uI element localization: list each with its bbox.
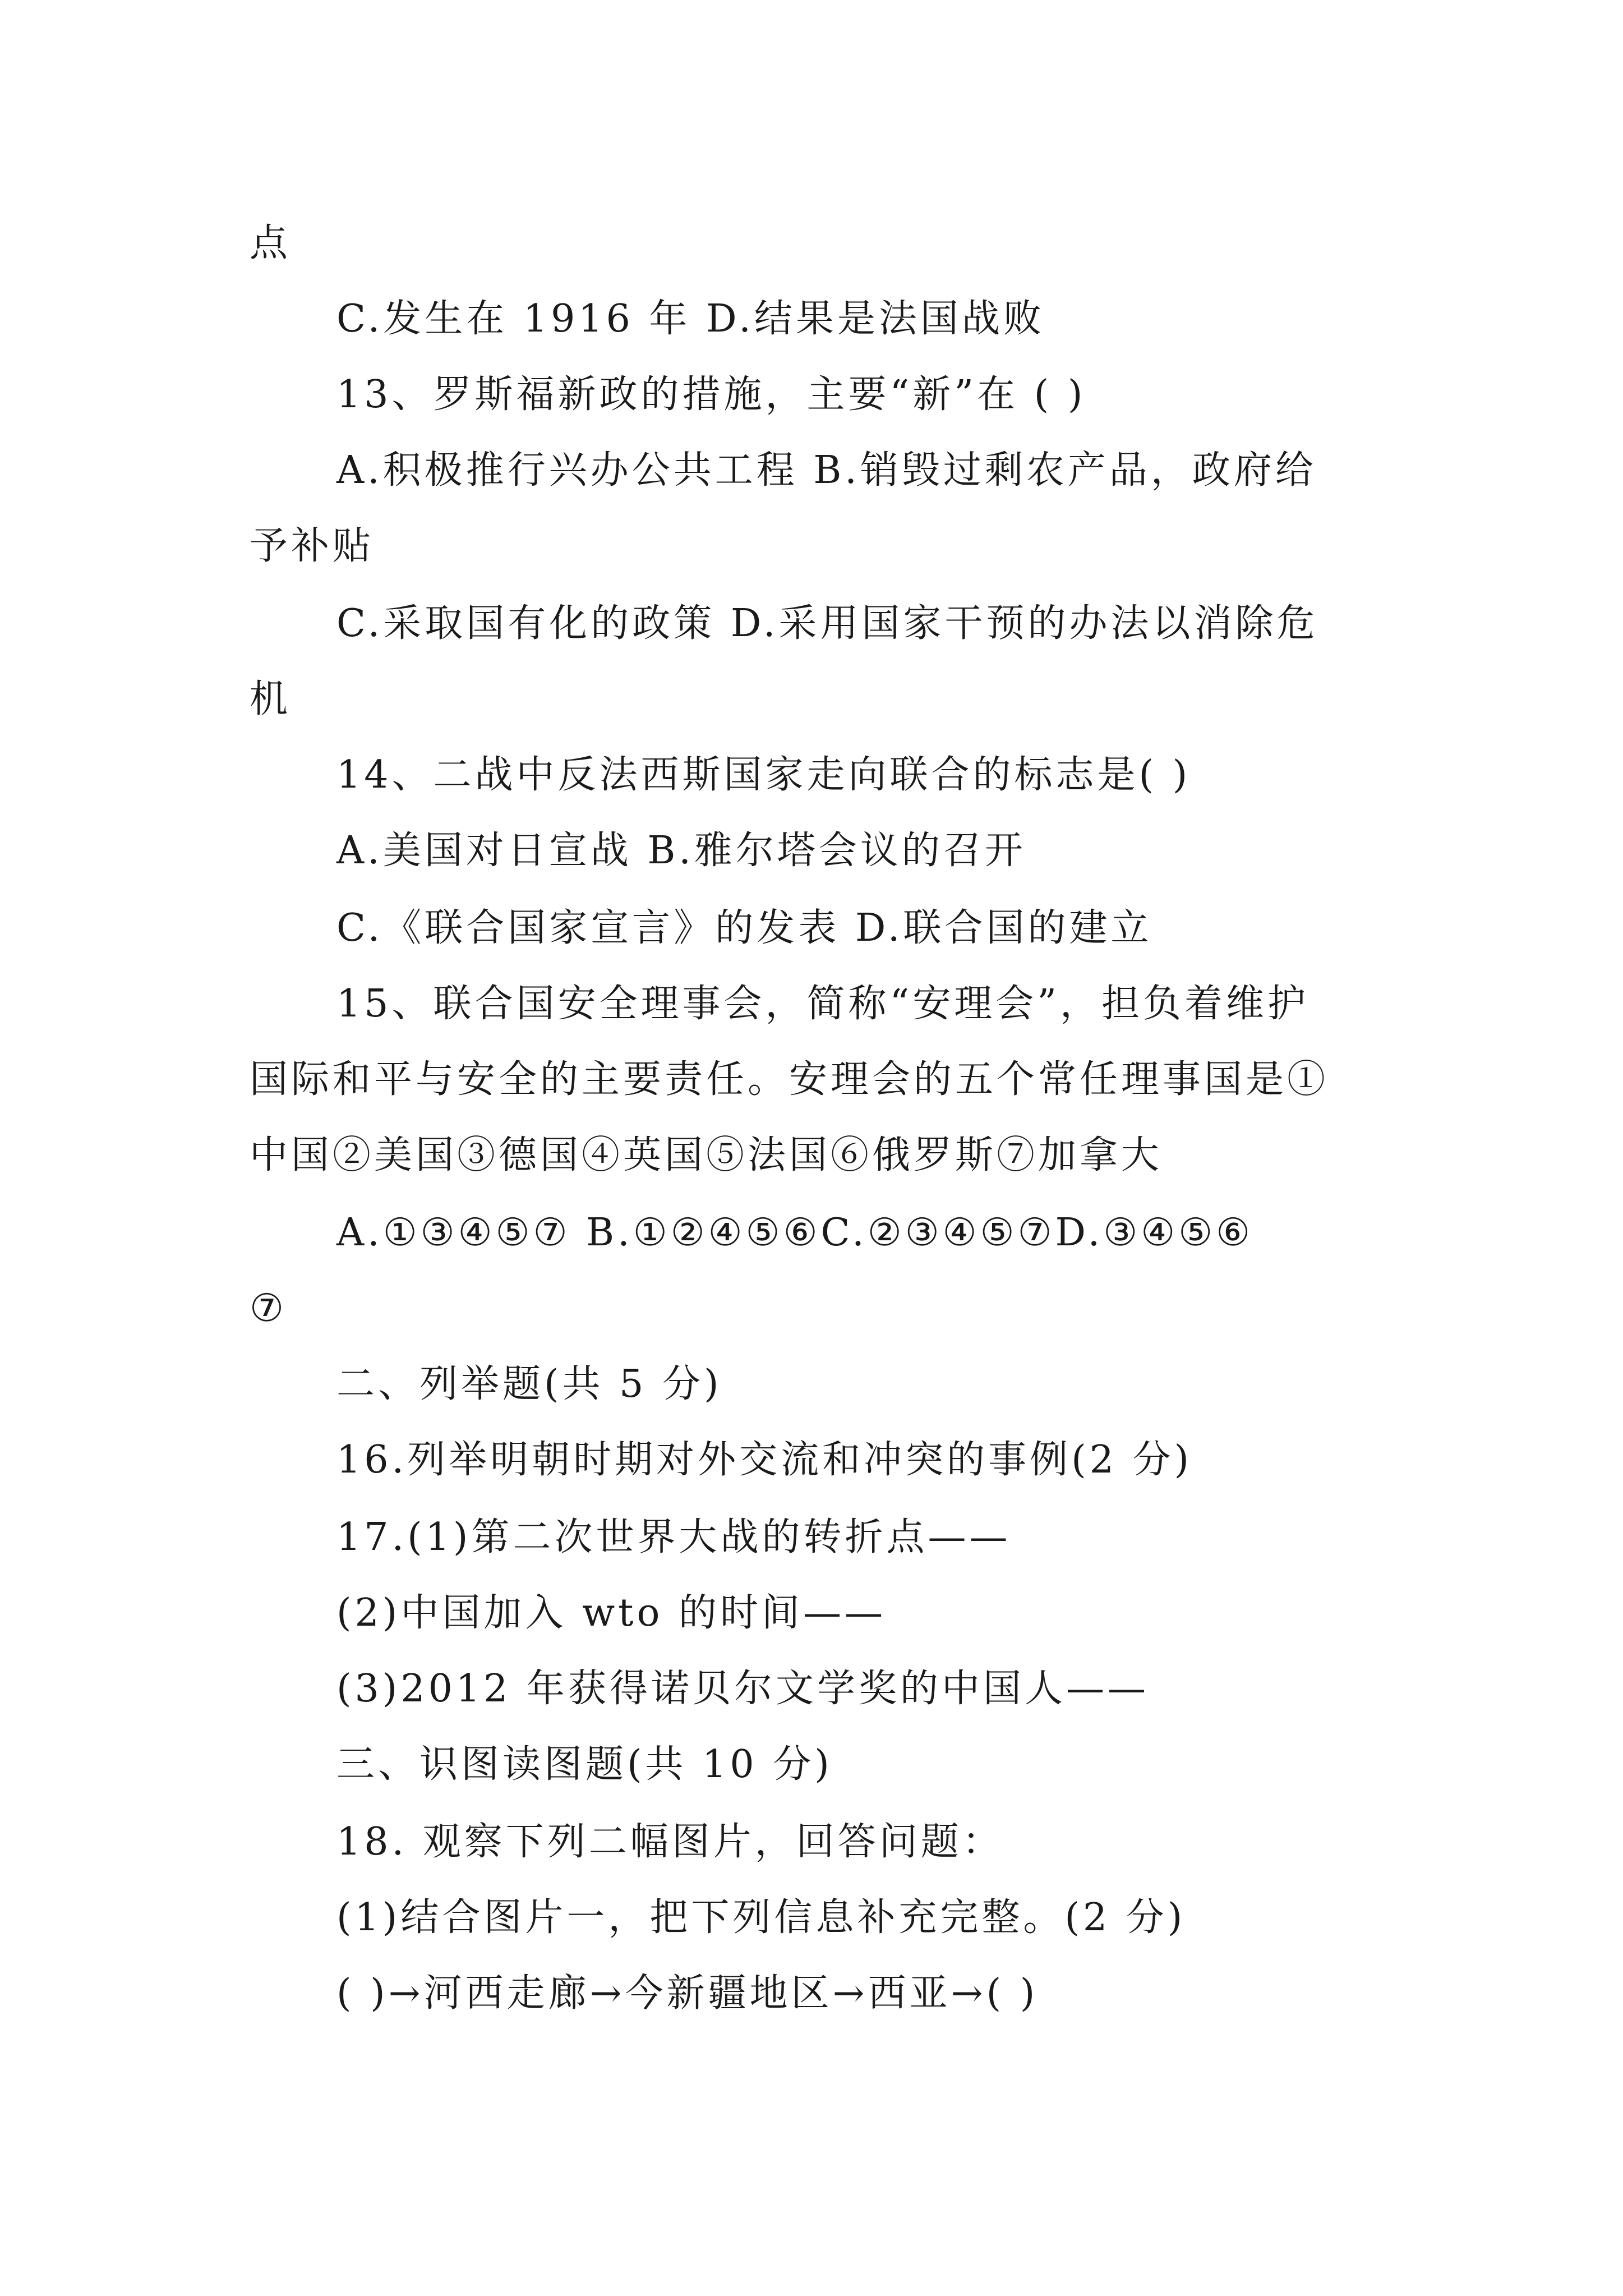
q12-options-cd: C.发生在 1916 年 D.结果是法国战败 (336, 297, 1045, 341)
q16-stem: 16.列举明朝时期对外交流和冲突的事例(2 分) (336, 1438, 1193, 1482)
q14-stem: 14、二战中反法西斯国家走向联合的标志是( ) (336, 753, 1191, 797)
q17-part-3: (3)2012 年获得诺贝尔文学奖的中国人—— (336, 1667, 1149, 1711)
q17-part-2: (2)中国加入 wto 的时间—— (336, 1591, 887, 1635)
text-line-continuation: 点 (250, 221, 292, 265)
q15-stem: 15、联合国安全理事会，简称“安理会”，担负着维护 (336, 982, 1310, 1026)
q13-options-cd-cont: 机 (250, 677, 292, 721)
q14-options-cd: C.《联合国家宣言》的发表 D.联合国的建立 (336, 906, 1152, 950)
q13-options-cd: C.采取国有化的政策 D.采用国家干预的办法以消除危 (336, 601, 1318, 646)
q13-options-ab: A.积极推行兴办公共工程 B.销毁过剩农产品，政府给 (336, 448, 1317, 493)
q14-options-ab: A.美国对日宣战 B.雅尔塔会议的召开 (336, 829, 1026, 873)
q18-part-1: (1)结合图片一，把下列信息补充完整。(2 分) (336, 1895, 1186, 1940)
q17-part-1: 17.(1)第二次世界大战的转折点—— (336, 1515, 1011, 1559)
q15-options: A.①③④⑤⑦ B.①②④⑤⑥C.②③④⑤⑦D.③④⑤⑥ (336, 1211, 1254, 1255)
q15-stem-cont-2: 中国②美国③德国④英国⑤法国⑥俄罗斯⑦加拿大 (250, 1133, 1163, 1177)
q18-part-1-route: ( )→河西走廊→今新疆地区→西亚→( ) (336, 1971, 1039, 2016)
section-2-heading: 二、列举题(共 5 分) (336, 1362, 722, 1406)
section-3-heading: 三、识图读图题(共 10 分) (336, 1742, 833, 1787)
q13-stem: 13、罗斯福新政的措施，主要“新”在 ( ) (336, 372, 1086, 417)
q15-stem-cont-1: 国际和平与安全的主要责任。安理会的五个常任理事国是① (250, 1057, 1329, 1102)
q18-stem: 18. 观察下列二幅图片，回答问题： (336, 1820, 1004, 1864)
q13-options-ab-cont: 予补贴 (250, 524, 375, 568)
q15-options-cont: ⑦ (250, 1286, 287, 1331)
